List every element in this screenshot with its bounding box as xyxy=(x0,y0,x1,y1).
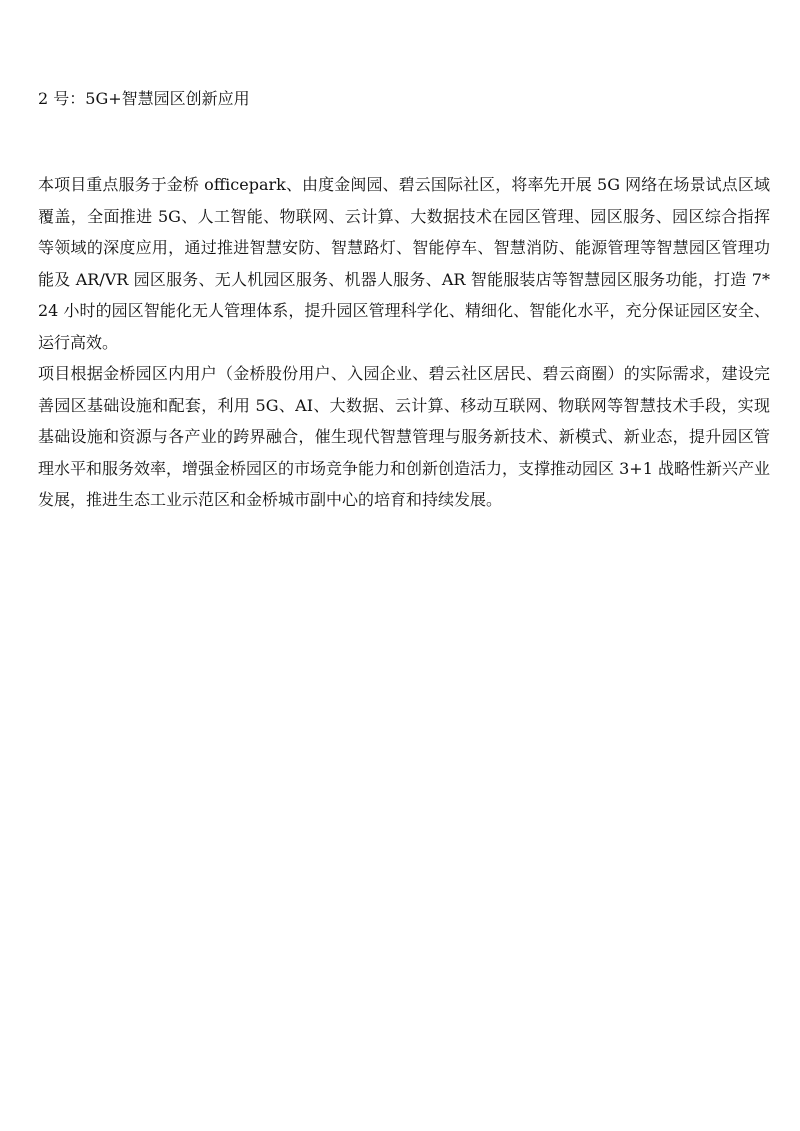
document-heading: 2 号：5G+智慧园区创新应用 xyxy=(38,89,250,108)
paragraph-project-overview: 本项目重点服务于金桥 officepark、由度金闽园、碧云国际社区，将率先开展 5G 网络在场景试点区域覆盖，全面推进 5G、人工智能、物联网、云计算、大数据技术在园区管理、园区服务、园区综合指挥等领域的深度应用，通过推进智慧安防、智慧路灯、智能停车、智慧消防、能源管理等智慧园区管理功能及 AR/VR 园区服务、无人机园区服务、机器人服务、AR 智能服装店等智慧园区服务功能，打造 7*24 小时的园区智能化无人管理体系，提升园区管理科学化、精细化、智能化水平，充分保证园区安全、运行高效。 xyxy=(38,175,770,352)
document-body xyxy=(38,169,770,516)
paragraph-project-basis: 项目根据金桥园区内用户（金桥股份用户、入园企业、碧云社区居民、碧云商圈）的实际需求，建设完善园区基础设施和配套，利用 5G、AI、大数据、云计算、移动互联网、物联网等智慧技术手段，实现基础设施和资源与各产业的跨界融合，催生现代智慧管理与服务新技术、新模式、新业态，提升园区管理水平和服务效率，增强金桥园区的市场竞争能力和创新创造活力，支撑推动园区 3+1 战略性新兴产业发展，推进生态工业示范区和金桥城市副中心的培育和持续发展。 xyxy=(38,364,770,509)
